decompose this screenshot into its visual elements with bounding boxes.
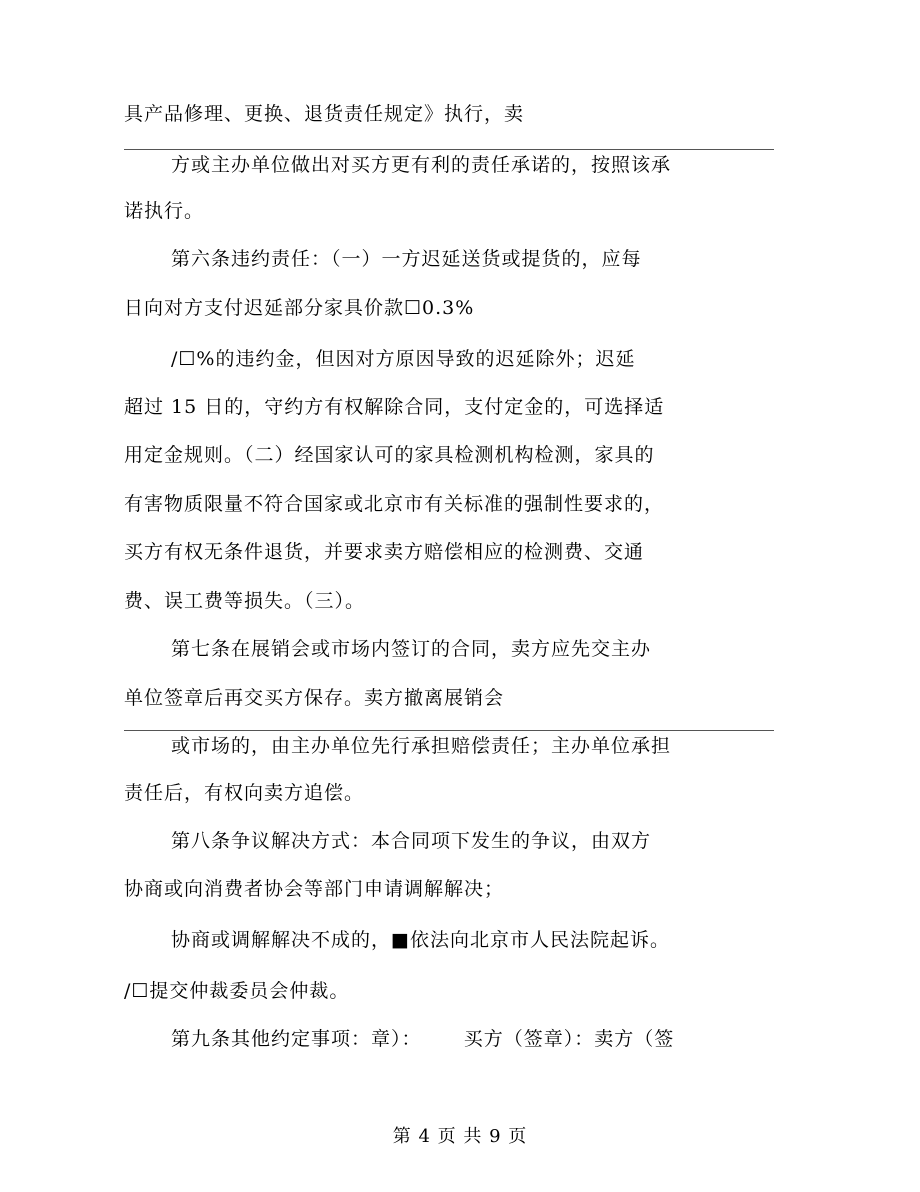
text-line-17: 协商或向消费者协会等部门申请调解解决； (124, 878, 505, 900)
text-line-3: 诺执行。 (124, 200, 205, 222)
text-line-10: 买方有权无条件退货，并要求卖方赔偿相应的检测费、交通 (124, 541, 645, 563)
divider-line-2 (124, 730, 774, 731)
text-line-1: 具产品修理、更换、退货责任规定》执行，卖 (124, 103, 525, 125)
text-line-6: /☐%的违约金，但因对方原因导致的迟延除外；迟延 (171, 348, 636, 370)
text-line-12: 第七条在展销会或市场内签订的合同，卖方应先交主办 (171, 638, 652, 660)
text-line-18: 协商或调解解决不成的，■依法向北京市人民法院起诉。 (171, 929, 670, 951)
text-line-20: 第九条其他约定事项：章）： 买方（签章）：卖方（签 (171, 1028, 675, 1050)
divider-line-1 (124, 149, 774, 150)
text-line-2: 方或主办单位做出对买方更有利的责任承诺的，按照该承 (171, 154, 672, 176)
text-line-14: 或市场的，由主办单位先行承担赔偿责任；主办单位承担 (171, 735, 672, 757)
text-line-11: 费、误工费等损失。（三）。 (124, 590, 366, 612)
text-line-4: 第六条违约责任：（一）一方迟延送货或提货的，应每 (171, 248, 642, 270)
text-line-8: 用定金规则。（二）经国家认可的家具检测机构检测，家具的 (124, 444, 655, 466)
text-line-9: 有害物质限量不符合国家或北京市有关标准的强制性要求的， (124, 493, 665, 515)
text-line-15: 责任后，有权向卖方追偿。 (124, 782, 365, 804)
page-number-footer: 第 4 页 共 9 页 (392, 1126, 528, 1147)
text-line-13: 单位签章后再交买方保存。卖方撤离展销会 (124, 687, 505, 709)
text-line-16: 第八条争议解决方式：本合同项下发生的争议，由双方 (171, 830, 652, 852)
text-line-19: /☐提交仲裁委员会仲裁。 (124, 980, 350, 1002)
text-line-7: 超过 15 日的，守约方有权解除合同，支付定金的，可选择适 (124, 396, 665, 418)
text-line-5: 日向对方支付迟延部分家具价款☐0.3% (124, 297, 475, 319)
